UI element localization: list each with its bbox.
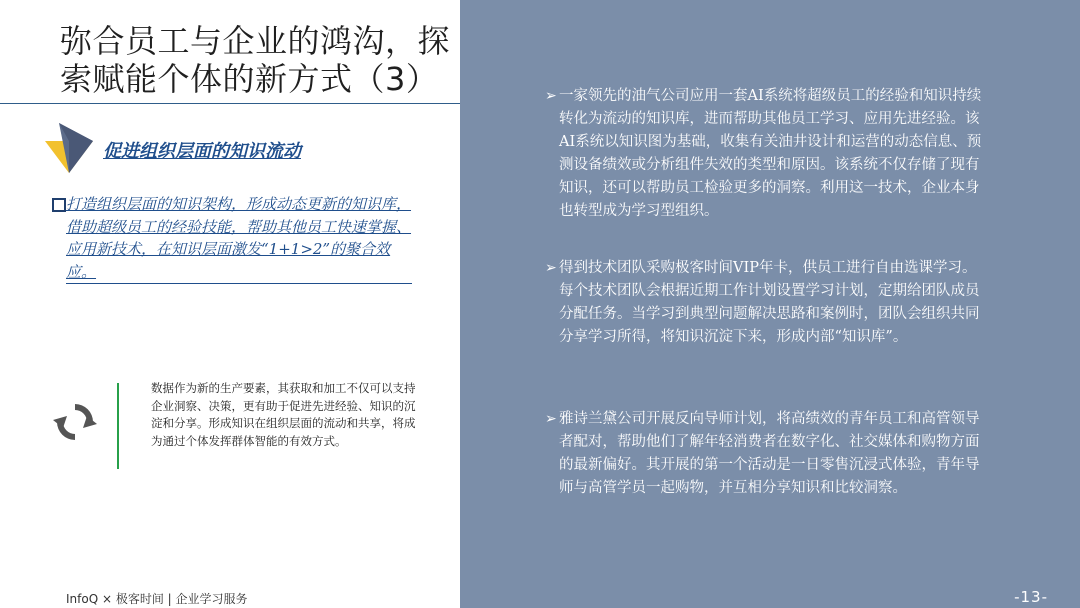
arrow-bullet-icon: ➢ bbox=[545, 260, 557, 276]
case-text: 得到技术团队采购极客时间VIP年卡，供员工进行自由选课学习。每个技术团队会根据近期工作计划设置学习计划，定期给团队成员分配任务。当学习到典型问题解决思路和案例时，团队会组织共同分享学习所得，将知识沉淀下来，形成内部“知识库”。 bbox=[559, 260, 980, 345]
title-divider bbox=[0, 103, 460, 104]
quote-accent-bar bbox=[117, 383, 119, 469]
page-number: -13- bbox=[1014, 588, 1048, 606]
bullet-text: 打造组织层面的知识架构，形成动态更新的知识库，借助超级员工的经验技能，帮助其他员工快速掌握、应用新技术，在知识层面激发“1+1>2”的聚合效应。 bbox=[66, 193, 412, 284]
section-heading: 促进组织层面的知识流动 bbox=[103, 141, 301, 162]
footer-brand: InfoQ × 极客时间 | 企业学习服务 bbox=[66, 592, 248, 606]
arrow-bullet-icon: ➢ bbox=[545, 88, 557, 104]
page-title: 弥合员工与企业的鸿沟，探索赋能个体的新方式（3） bbox=[60, 22, 451, 98]
left-panel bbox=[0, 0, 460, 608]
triangle-logo-icon bbox=[45, 123, 95, 173]
quote-text: 数据作为新的生产要素，其获取和加工不仅可以支持企业洞察、决策，更有助于促进先进经验、知识的沉淀和分享。形成知识在组织层面的流动和共享，将成为通过个体发挥群体智能的有效方式。 bbox=[151, 381, 416, 448]
arrow-bullet-icon: ➢ bbox=[545, 411, 557, 427]
sync-icon bbox=[50, 397, 100, 447]
case-paragraph-1 bbox=[545, 85, 985, 223]
case-paragraph-2 bbox=[545, 257, 985, 349]
bullet-square-icon bbox=[52, 198, 66, 212]
case-text: 一家领先的油气公司应用一套AI系统将超级员工的经验和知识持续转化为流动的知识库，进而帮助其他员工学习、应用先进经验。该AI系统以知识图为基础，收集有关油井设计和运营的动态信息、预测设备绩效或分析组件失效的类型和原因。该系统不仅存储了现有知识，还可以帮助员工检验更多的洞察。利用这一技术，企业本身也转型成为学习型组织。 bbox=[559, 88, 982, 219]
case-paragraph-3 bbox=[545, 408, 985, 500]
case-text: 雅诗兰黛公司开展反向导师计划，将高绩效的青年员工和高管领导者配对，帮助他们了解年轻消费者在数字化、社交媒体和购物方面的最新偏好。其开展的第一个活动是一日零售沉浸式体验，青年导师与高管学员一起购物，并互相分享知识和比较洞察。 bbox=[559, 411, 980, 496]
